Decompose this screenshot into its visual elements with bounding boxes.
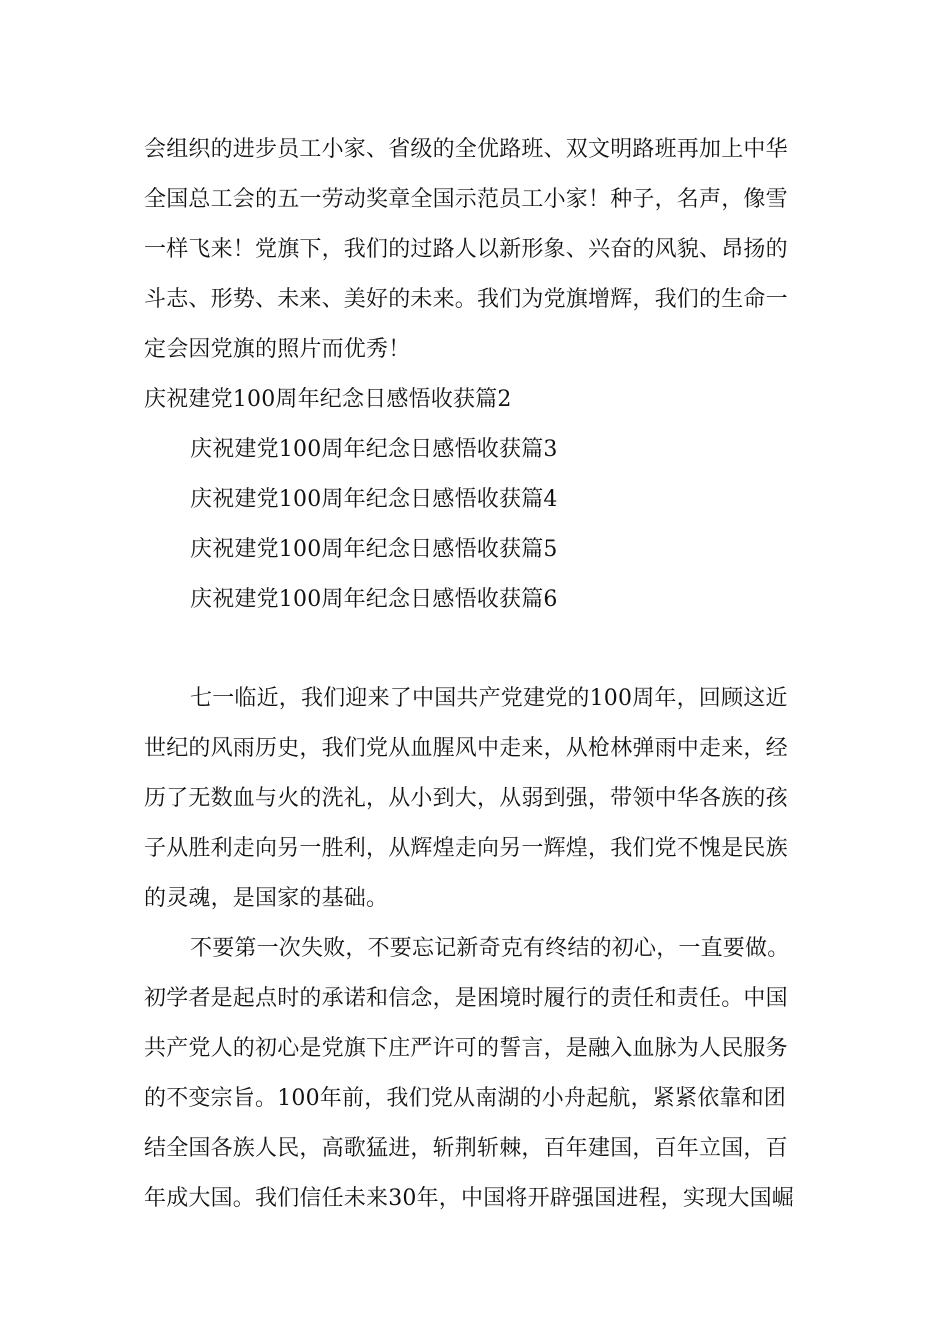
paragraph-2-line-3: 历了无数血与火的洗礼，从小到大，从弱到强，带领中华各族的孩 — [144, 786, 788, 811]
paragraph-2-line-4: 子从胜利走向另一胜利，从辉煌走向另一辉煌，我们党不愧是民族 — [144, 836, 788, 861]
paragraph-3-line-1: 不要第一次失败，不要忘记新奇克有终结的初心，一直要做。 — [190, 936, 790, 961]
heading-part-3: 庆祝建党100周年纪念日感悟收获篇3 — [190, 437, 558, 462]
paragraph-1-line-2: 全国总工会的五一劳动奖章全国示范员工小家！种子，名声，像雪 — [144, 187, 788, 212]
paragraph-1-line-3: 一样飞来！党旗下，我们的过路人以新形象、兴奋的风貌、昂扬的 — [144, 237, 788, 262]
paragraph-3-line-2: 初学者是起点时的承诺和信念，是困境时履行的责任和责任。中国 — [144, 986, 788, 1011]
paragraph-2-line-5: 的灵魂，是国家的基础。 — [144, 886, 389, 911]
paragraph-1-line-1: 会组织的进步员工小家、省级的全优路班、双文明路班再加上中华 — [144, 137, 788, 162]
paragraph-1-line-5: 定会因党旗的照片而优秀！ — [144, 337, 411, 362]
paragraph-1-line-4: 斗志、形势、未来、美好的未来。我们为党旗增辉，我们的生命一 — [144, 287, 788, 312]
heading-part-4: 庆祝建党100周年纪念日感悟收获篇4 — [190, 487, 558, 512]
paragraph-2-line-1: 七一临近，我们迎来了中国共产党建党的100周年，回顾这近 — [190, 686, 788, 711]
heading-part-6: 庆祝建党100周年纪念日感悟收获篇6 — [190, 587, 558, 612]
paragraph-2-line-2: 世纪的风雨历史，我们党从血腥风中走来，从枪林弹雨中走来，经 — [144, 736, 788, 761]
paragraph-3-line-4: 的不变宗旨。100年前，我们党从南湖的小舟起航，紧紧依靠和团 — [144, 1086, 786, 1111]
heading-part-5: 庆祝建党100周年纪念日感悟收获篇5 — [190, 537, 558, 562]
heading-part-2: 庆祝建党100周年纪念日感悟收获篇2 — [144, 387, 512, 412]
paragraph-3-line-5: 结全国各族人民，高歌猛进，斩荆斩棘，百年建国，百年立国，百 — [144, 1136, 788, 1161]
paragraph-3-line-3: 共产党人的初心是党旗下庄严许可的誓言，是融入血脉为人民服务 — [144, 1036, 788, 1061]
paragraph-3-line-6: 年成大国。我们信任未来30年，中国将开辟强国进程，实现大国崛 — [144, 1186, 794, 1211]
